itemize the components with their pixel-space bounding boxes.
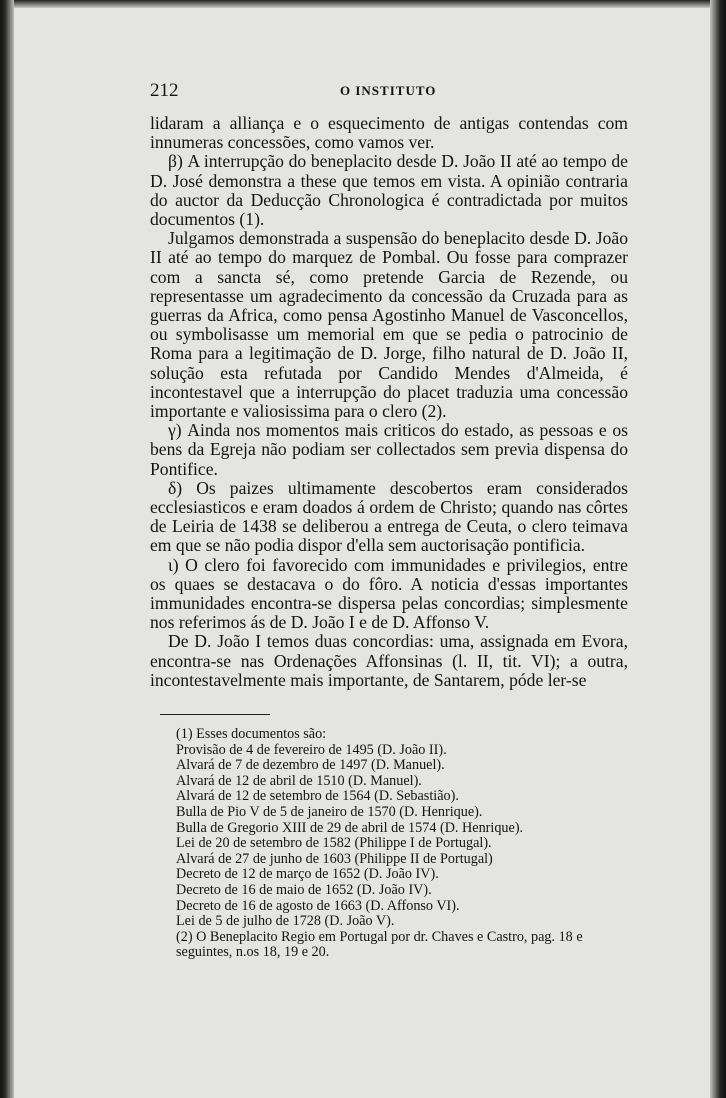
footnote-1-item: Lei de 20 de setembro de 1582 (Philippe I de Portugal). xyxy=(176,835,492,852)
footnote-1-item: Bulla de Pio V de 5 de janeiro de 1570 (D. Henrique). xyxy=(176,804,483,821)
footnote-1-item: Provisão de 4 de fevereiro de 1495 (D. João II). xyxy=(176,741,447,758)
footnote-1-item: Alvará de 27 de junho de 1603 (Philippe II de Portugal) xyxy=(176,850,493,867)
footnote-1-heading: (1) Esses documentos são: xyxy=(176,726,327,743)
paragraph-delta: δ) Os paizes ultimamente descobertos eram considerados ecclesiasticos e eram doados á ordem de Christo; quando nas côrtes de Leiria de 1438 se deliberou a entrega de Ceuta, o clero teimava em que se não podia dispor d'ella sem auctorisação pontificia. xyxy=(150,477,628,556)
footnote-1-item: Alvará de 7 de dezembro de 1497 (D. Manuel). xyxy=(176,757,445,774)
paragraph-gamma: γ) Ainda nos momentos mais criticos do estado, as pessoas e os bens da Egreja não podiam ser collectados sem previa dispensa do Pontifice. xyxy=(150,420,628,479)
footnote-1-item: Alvará de 12 de abril de 1510 (D. Manuel). xyxy=(176,772,422,789)
footnotes xyxy=(150,727,630,961)
running-title: O INSTITUTO xyxy=(340,83,437,98)
scan-edge-right xyxy=(710,0,726,1098)
paragraph-beta: β) A interrupção do beneplacito desde D. João II até ao tempo de D. José demonstra a these que temos em vista. A opinião contraria do auctor da Deducção Chronologica é contradictada por muitos documentos (1). xyxy=(150,151,628,230)
footnote-divider xyxy=(160,714,270,715)
footnote-1-item: Bulla de Gregorio XIII de 29 de abril de 1574 (D. Henrique). xyxy=(176,819,524,836)
running-head xyxy=(150,80,630,104)
footnote-2: (2) O Beneplacito Regio em Portugal por dr. Chaves e Castro, pag. 18 e seguintes, n.os 18, 19 e 20. xyxy=(176,928,583,961)
paragraph-suspension: Julgamos demonstrada a suspensão do beneplacito desde D. João II até ao tempo do marquez de Pombal. Ou fosse para comprazer com a sancta sé, como pretende Garcia de Rezende, ou representasse um agradecimento da concessão da Cruzada para as guerras da Africa, como pensa Agostinho Manuel de Vasconcellos, ou symbolisasse um memorial em que se pedia o patrocinio de Roma para a legitimação de D. Jorge, filho natural de D. João II, solução esta refutada por Candido Mendes d'Almeida, é incontestavel que a interrupção do placet traduzia uma concessão importante e valiosissima para o clero (2). xyxy=(150,228,628,422)
paragraph-concordias: De D. João I temos duas concordias: uma, assignada em Evora, encontra-se nas Ordenações Affonsinas (l. II, tit. VI); a outra, incontestavelmente mais importante, de Santarem, póde ler-se xyxy=(150,631,628,690)
scan-edge-top xyxy=(0,0,726,8)
footnote-1-item: Decreto de 16 de agosto de 1663 (D. Affonso VI). xyxy=(176,897,460,914)
footnote-1-item: Decreto de 12 de março de 1652 (D. João IV). xyxy=(176,866,439,883)
scan-edge-left xyxy=(0,0,14,1098)
footnote-1-item: Alvará de 12 de setembro de 1564 (D. Sebastião). xyxy=(176,788,459,805)
paragraph-continuation: lidaram a alliança e o esquecimento de antigas contendas com innumeras concessões, como vamos ver. xyxy=(150,113,628,153)
paragraph-iota: ι) O clero foi favorecido com immunidades e privilegios, entre os quaes se destacava o do fôro. A noticia d'essas importantes immunidades encontra-se dispersa pelas concordias; simplesmente nos referimos ás de D. João I e de D. Affonso V. xyxy=(150,554,628,633)
body-text xyxy=(150,114,628,690)
footnote-1-item: Lei de 5 de julho de 1728 (D. João V). xyxy=(176,913,395,930)
book-page xyxy=(150,80,630,961)
footnote-1-item: Decreto de 16 de maio de 1652 (D. João IV). xyxy=(176,882,432,899)
page-number: 212 xyxy=(150,80,179,101)
